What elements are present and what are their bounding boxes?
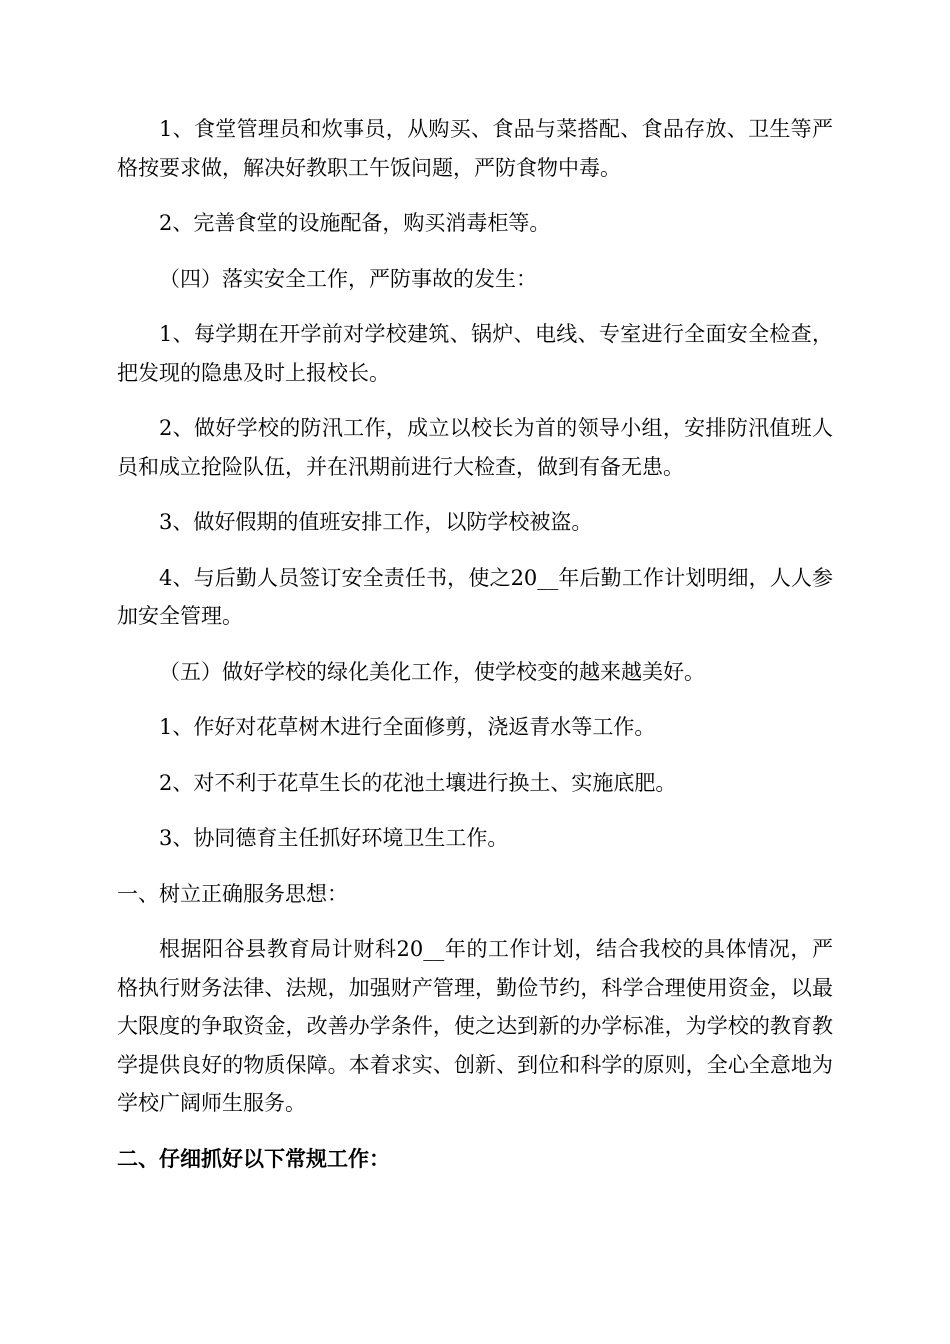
paragraph-tree-pruning: 1、作好对花草树木进行全面修剪，浇返青水等工作。 bbox=[159, 715, 656, 739]
paragraph-environment-hygiene: 3、协同德育主任抓好环境卫生工作。 bbox=[159, 826, 509, 850]
paragraph-holiday-duty: 3、做好假期的值班安排工作，以防学校被盗。 bbox=[159, 510, 593, 534]
paragraph-finance-plan: 根据阳谷县教育局计财科20__年的工作计划，结合我校的具体情况，严格执行财务法律、法规，加强财产管理，勤俭节约，科学合理使用资金，以最大限度的争取资金，改善办学条件，使之达到新的办学标准，为学校的教育教学提供良好的物质保障。本着求实、创新、到位和科学的原则，全心全意地为学校广阔师生服务。 bbox=[117, 937, 833, 1115]
paragraph-flood-prevention: 2、做好学校的防汛工作，成立以校长为首的领导小组，安排防汛值班人员和成立抢险队伍，并在汛期前进行大检查，做到有备无患。 bbox=[117, 416, 833, 479]
document-page bbox=[117, 110, 833, 1195]
paragraph-soil-replacement: 2、对不利于花草生长的花池土壤进行换土、实施底肥。 bbox=[159, 770, 677, 795]
paragraph-canteen-staff: 1、食堂管理员和炊事员，从购买、食品与菜搭配、食品存放、卫生等严格按要求做，解决好教职工午饭问题，严防食物中毒。 bbox=[117, 117, 833, 180]
paragraph-canteen-facilities: 2、完善食堂的设施配备，购买消毒柜等。 bbox=[159, 211, 551, 235]
heading-service-thinking: 一、树立正确服务思想： bbox=[117, 881, 348, 906]
paragraph-safety-inspection: 1、每学期在开学前对学校建筑、锅炉、电线、专室进行全面安全检查，把发现的隐患及时上报校长。 bbox=[117, 322, 833, 385]
heading-safety-work: （四）落实安全工作，严防事故的发生： bbox=[159, 266, 537, 291]
heading-routine-work: 二、仔细抓好以下常规工作： bbox=[117, 1145, 390, 1171]
paragraph-safety-responsibility: 4、与后勤人员签订安全责任书，使之20__年后勤工作计划明细，人人参加安全管理。 bbox=[117, 565, 833, 628]
heading-greening-work: （五）做好学校的绿化美化工作，使学校变的越来越美好。 bbox=[159, 659, 705, 684]
